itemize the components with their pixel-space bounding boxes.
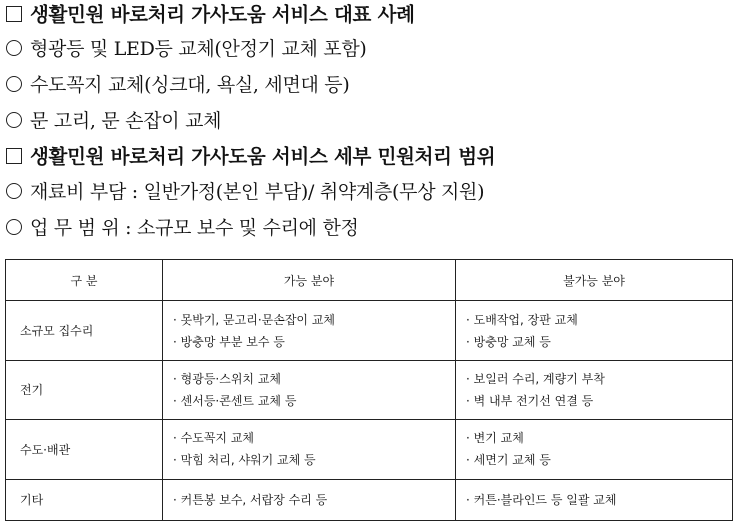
heading-text: 생활민원 바로처리 가사도움 서비스 세부 민원처리 범위 [30,145,496,168]
header-possible: 가능 분야 [163,260,456,301]
list-item-text: 형광등 및 LED등 교체(안정기 교체 포함) [30,38,367,60]
list-item-text: 재료비 부담 : 일반가정(본인 부담)/ 취약계층(무상 지원) [30,181,485,203]
impossible-item: · 보일러 수리, 계량기 부착 [466,368,732,390]
possible-item: · 수도꼭지 교체 [173,427,455,449]
scope-table [5,259,733,521]
row-category: 전기 [6,360,163,419]
possible-item: · 커튼봉 보수, 서랍장 수리 등 [173,489,455,511]
possible-item: · 못박기, 문고리·문손잡이 교체 [173,309,455,331]
header-impossible: 불가능 분야 [456,260,733,301]
row-category: 기타 [6,479,163,520]
square-bullet-icon [6,6,22,22]
impossible-item: · 세면기 교체 등 [466,449,732,471]
possible-cell [163,479,456,520]
impossible-cell [456,301,733,360]
table-header-row [6,260,733,301]
impossible-cell [456,479,733,520]
impossible-item: · 도배작업, 장판 교체 [466,309,732,331]
impossible-item: · 벽 내부 전기선 연결 등 [466,390,732,412]
table-row [6,420,733,479]
square-bullet-icon [6,148,22,164]
list-item-text: 업 무 범 위 : 소규모 보수 및 수리에 한정 [30,217,359,239]
row-category: 수도·배관 [6,420,163,479]
header-category: 구 분 [6,260,163,301]
possible-cell [163,301,456,360]
list-item-text: 문 고리, 문 손잡이 교체 [30,110,222,132]
row-category: 소규모 집수리 [6,301,163,360]
circle-bullet-icon [6,183,22,199]
impossible-item: · 변기 교체 [466,427,732,449]
list-item [4,211,359,245]
heading-text: 생활민원 바로처리 가사도움 서비스 대표 사례 [30,3,415,26]
list-item-text: 수도꼭지 교체(싱크대, 욕실, 세면대 등) [30,74,350,96]
circle-bullet-icon [6,112,22,128]
impossible-cell [456,360,733,419]
list-item [4,68,349,102]
impossible-item: · 방충망 교체 등 [466,331,732,353]
circle-bullet-icon [6,219,22,235]
list-item [4,32,367,66]
table-row [6,301,733,360]
table-row [6,360,733,419]
table-row [6,479,733,520]
possible-cell [163,420,456,479]
list-item [4,104,221,138]
circle-bullet-icon [6,40,22,56]
possible-cell [163,360,456,419]
possible-item: · 방충망 부분 보수 등 [173,331,455,353]
list-item [4,175,484,209]
circle-bullet-icon [6,76,22,92]
possible-item: · 형광등·스위치 교체 [173,368,455,390]
impossible-cell [456,420,733,479]
heading-representative-cases [4,0,415,32]
impossible-item: · 커튼·블라인드 등 일괄 교체 [466,489,732,511]
heading-service-scope [4,140,495,174]
possible-item: · 센서등·콘센트 교체 등 [173,390,455,412]
possible-item: · 막힘 처리, 샤워기 교체 등 [173,449,455,471]
